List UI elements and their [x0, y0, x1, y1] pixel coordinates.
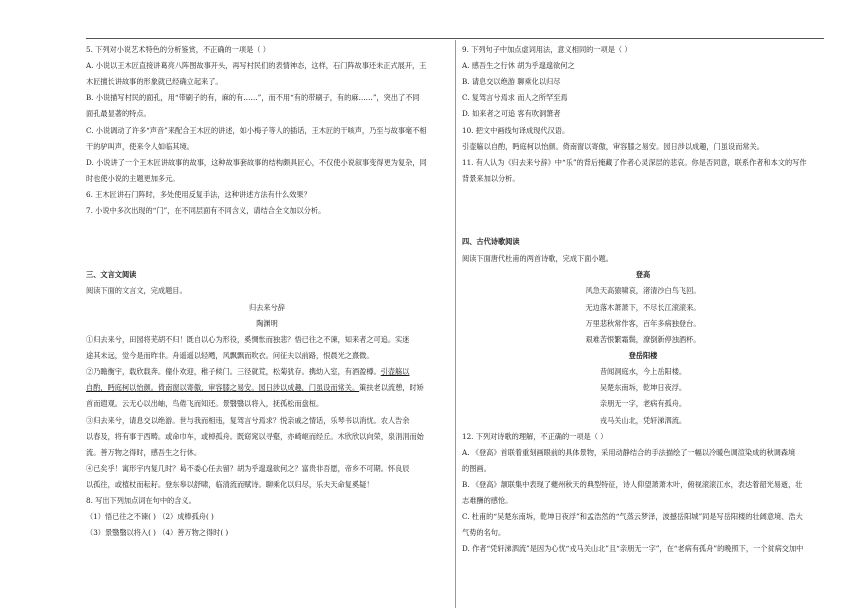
q6-stem: 6. 王木匠讲石门阵时，多处使用反复手法，这种讲述方法有什么效果？: [86, 190, 311, 199]
q10-stem: 10. 把文中画线句译成现代汉语。: [462, 126, 570, 135]
top-rule: [86, 38, 824, 39]
q9-stem: 9. 下列句子中加点虚词用法，意义相同的一项是（ ）: [462, 45, 632, 54]
section3-title: 三、文言文阅读: [86, 270, 137, 279]
q5-option-d-line2: 时也使小说的主题更加多元。: [86, 174, 180, 183]
q5-option-b-line1: B. 小说描写村民的面孔，用“带刷子的有，麻的有……”，而不用“有的带刷子，有的麻……”，突出了不同: [86, 93, 420, 102]
q12-option-d-line1: D. 作者“凭轩涕泗流”是因为心忧“戎马关山北”且“亲朋无一字”，在“老病有孤舟”的晚照下，一个贫病交加中: [462, 544, 804, 553]
q12-option-c-line1: C. 杜甫的“吴楚东南坼，乾坤日夜浮”和孟浩然的“气蒸云梦泽，波撼岳阳城”同是写岳阳楼的壮阔意境、浩大: [462, 512, 803, 521]
essay-p3-line2: 以春及，将有事于西畴。或命巾车，或棹孤舟。既窈窕以寻壑，亦崎岖而经丘。木欣欣以向荣，泉涓涓而始: [86, 432, 424, 441]
q11-line1: 11. 有人认为《归去来兮辞》中“乐”的背后掩藏了作者心灵深层的悲哀。你是否同意，联系作者和本文的写作: [462, 158, 807, 167]
poem1-line4: 艰难苦恨繁霜鬓，潦倒新停浊酒杯。: [585, 335, 701, 344]
essay-author: 陶渊明: [256, 319, 278, 328]
q5-stem: 5. 下列对小说艺术特色的分析鉴赏，不正确的一项是（ ）: [86, 45, 270, 54]
q9-option-c: C. 复驾言兮焉求 而人之所罕至焉: [462, 93, 568, 102]
poem1-line1: 风急天高猿啸哀，渚清沙白鸟飞回。: [585, 286, 701, 295]
q5-option-a-line1: A. 小说以王木匠直接讲葛亮八阵图故事开头，再写村民们的表情神态，这样，石门阵故事还未正式展开，王: [86, 61, 427, 70]
q9-option-b: B. 请息交以绝游 聊乘化以归尽: [462, 77, 561, 86]
section4-intro: 阅读下面唐代杜甫的两首诗歌，完成下面小题。: [462, 254, 613, 263]
q12-option-a-line1: A. 《登高》首联着重刻画眼前的具体景物，采用动静结合的手法描绘了一幅以冷暖色调渲染成的秋调森境: [462, 448, 796, 457]
q12-option-c-line2: 气势的名句。: [462, 528, 506, 537]
q12-option-b-line2: 志难酬的感怆。: [462, 496, 513, 505]
essay-p4-line1: ④已矣乎！寓形宇内复几时？曷不委心任去留？胡为乎遑遑欲何之？富贵非吾愿，帝乡不可期。怀良辰: [86, 464, 410, 473]
essay-title: 归去来兮辞: [249, 303, 285, 312]
q7-stem: 7. 小说中多次出现的“门”，在不同层面有不同含义，请结合全文加以分析。: [86, 206, 326, 215]
q10-text: 引壶觞以自酌，眄庭柯以怡颜。倚南窗以寄傲，审容膝之易安。园日涉以成趣，门虽设而常关。: [462, 142, 764, 151]
section4-title: 四、古代诗歌阅读: [462, 237, 520, 246]
essay-p4-line2: 以孤往，或植杖而耘耔。登东皋以舒啸，临清流而赋诗。聊乘化以归尽，乐夫天命复奚疑！: [86, 480, 374, 489]
q8-row2: （3）景翳翳以将入( ) （4）善万物之得时( ): [86, 528, 229, 537]
q8-stem: 8. 写出下列加点词在句中的含义。: [86, 496, 196, 505]
essay-p2-line3: 首而遐观。云无心以出岫，鸟倦飞而知还。景翳翳以将入，抚孤松而盘桓。: [86, 399, 324, 408]
essay-p2-line1: [86, 368, 409, 375]
q5-option-c-line1: C. 小说调动了许多“声音”来配合王木匠的讲述，如小梅子等人的插话，王木匠的干咳声，乃至与故事毫不相: [86, 126, 427, 135]
essay-p2-line1-text: ②乃瞻衡宇，载欣载奔。僮仆欢迎，稚子候门。三径就荒，松菊犹存。携幼入室，有酒盈樽。: [86, 367, 381, 376]
underlined-sentence-end: 自酌，眄庭柯以怡颜。倚南窗以寄傲，审容膝之易安。园日涉以成趣，门虽设而常关。: [86, 383, 360, 392]
essay-p3-line3: 流。善万物之得时，感吾生之行休。: [86, 448, 202, 457]
essay-p2-line2-rest: 策扶老以流憩，时矫: [359, 383, 424, 392]
poem2-title: 登岳阳楼: [628, 351, 658, 360]
essay-p1-line1: ①归去来兮，田园将芜胡不归！既自以心为形役，奚惆怅而独悲？悟已往之不谏，知来者之可追。实迷: [86, 335, 410, 344]
q12-option-b-line1: B. 《登高》颔联集中表现了夔州秋天的典型特征，诗人仰望萧萧木叶，俯视滚滚江水，表达着韶光易逝，壮: [462, 480, 803, 489]
q8-row1: （1）悟已往之不谏( ) （2）成棒孤舟( ): [86, 512, 214, 521]
underlined-sentence-start: 引壶觞以: [380, 367, 410, 376]
poem2-line1: 昔闻洞庭水，今上岳阳楼。: [599, 367, 687, 376]
q5-option-a-line2: 木匠擅长讲故事的形象就已经确立起来了。: [86, 77, 223, 86]
q9-option-d: D. 如来者之可追 客有吹洞箫者: [462, 109, 561, 118]
q12-option-a-line2: 的图画。: [462, 464, 491, 473]
section3-intro: 阅读下面的文言文，完成题目。: [86, 286, 187, 295]
q5-option-c-line2: 干的驴叫声，使来令人如临其境。: [86, 142, 194, 151]
poem1-line3: 万里悲秋常作客，百年多病独登台。: [585, 319, 701, 328]
q5-option-b-line2: 面孔最显著的特点。: [86, 109, 151, 118]
q11-line2: 背景来加以分析。: [462, 174, 520, 183]
q9-option-a: A. 感吾生之行休 胡为乎遑遑欲何之: [462, 61, 575, 70]
poem2-line2: 吴楚东南坼，乾坤日夜浮。: [599, 383, 687, 392]
essay-p1-line2: 途其未远，觉今是而昨非。舟遥遥以轻飏，风飘飘而吹衣。问征夫以前路，恨晨光之熹微。: [86, 351, 374, 360]
poem2-line4: 戎马关山北，凭轩涕泗流。: [599, 416, 687, 425]
essay-p3-line1: ③归去来兮，请息交以绝游。世与我而相违，复驾言兮焉求？悦亲戚之情话，乐琴书以消忧。农人告余: [86, 416, 410, 425]
poem2-line3: 亲朋无一字，老病有孤舟。: [599, 399, 687, 408]
q5-option-d-line1: D. 小说讲了一个王木匠讲故事的故事，这种故事套故事的结构颇具匠心，不仅使小说叙事变得更为复杂，同: [86, 158, 427, 167]
q12-stem: 12. 下列对诗歌的理解，不正确的一项是（ ）: [462, 432, 608, 441]
column-divider: [455, 40, 456, 608]
poem1-title: 登高: [635, 270, 651, 279]
essay-p2-line2: [86, 384, 424, 391]
poem1-line2: 无边落木萧萧下，不尽长江滚滚来。: [585, 303, 701, 312]
